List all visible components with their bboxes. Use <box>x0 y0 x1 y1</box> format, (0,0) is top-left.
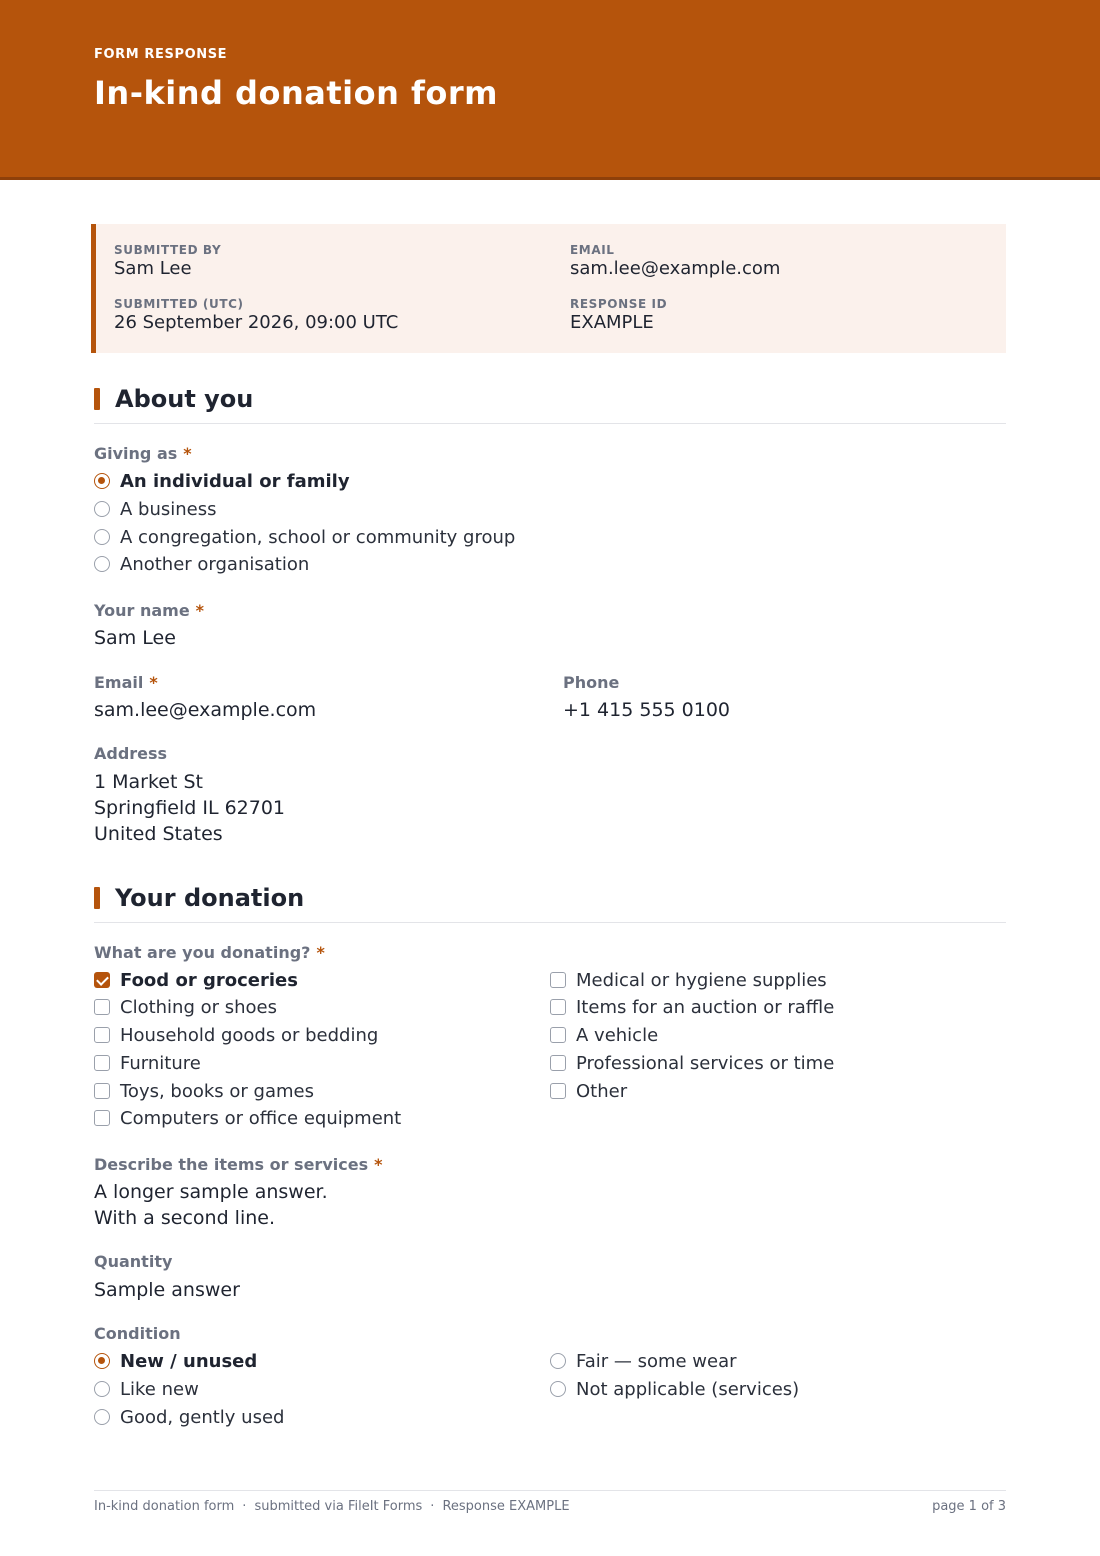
radio-icon <box>550 1353 566 1369</box>
page-title: In-kind donation form <box>94 74 499 112</box>
checkbox-vehicle[interactable] <box>550 1023 658 1047</box>
radio-icon <box>94 1381 110 1397</box>
checkbox-food-groceries[interactable] <box>94 968 298 992</box>
question-email <box>94 673 158 693</box>
radio-option-not-applicable[interactable] <box>550 1377 799 1401</box>
required-marker: * <box>374 1155 383 1174</box>
answer-line: A longer sample answer. <box>94 1181 328 1203</box>
checkbox-icon <box>94 1110 110 1126</box>
section-heading: Your donation <box>115 884 305 912</box>
option-label: Good, gently used <box>120 1406 285 1428</box>
question-label: Describe the items or services <box>94 1155 369 1174</box>
question-label: Quantity <box>94 1252 173 1271</box>
section-heading: About you <box>115 385 254 413</box>
section-accent-bar <box>94 388 100 410</box>
option-label: Household goods or bedding <box>120 1024 379 1046</box>
checkbox-icon <box>550 999 566 1015</box>
option-label: Another organisation <box>120 553 310 575</box>
response-id <box>570 296 667 334</box>
footer-separator: · <box>242 1499 247 1514</box>
checkbox-toys-books-games[interactable] <box>94 1079 314 1103</box>
required-marker: * <box>183 444 192 463</box>
checkbox-medical-hygiene[interactable] <box>550 968 827 992</box>
checkbox-icon <box>550 1027 566 1043</box>
radio-option-community-group[interactable] <box>94 525 515 549</box>
submitted-by-label: SUBMITTED BY <box>114 243 222 257</box>
email-value: sam.lee@example.com <box>570 258 781 279</box>
option-label: A business <box>120 498 217 520</box>
question-label: Your name <box>94 601 190 620</box>
footer-separator: · <box>430 1499 435 1514</box>
answer-describe-items <box>94 1179 328 1231</box>
option-label: A vehicle <box>576 1024 659 1046</box>
option-label: Computers or office equipment <box>120 1107 402 1129</box>
question-address <box>94 744 167 764</box>
option-label: Items for an auction or raffle <box>576 996 835 1018</box>
question-label: Address <box>94 744 168 763</box>
checkbox-professional-services[interactable] <box>550 1051 834 1075</box>
footer-via: submitted via FileIt Forms <box>254 1499 423 1514</box>
option-label: Clothing or shoes <box>120 996 277 1018</box>
checkbox-icon <box>94 1055 110 1071</box>
radio-option-fair-wear[interactable] <box>550 1349 737 1373</box>
checkbox-icon <box>550 1055 566 1071</box>
checkbox-auction-raffle[interactable] <box>550 995 834 1019</box>
required-marker: * <box>195 601 205 620</box>
option-label: Medical or hygiene supplies <box>576 969 827 991</box>
option-label: Other <box>576 1080 628 1102</box>
checkbox-furniture[interactable] <box>94 1051 201 1075</box>
question-giving-as <box>94 444 192 464</box>
option-label: Like new <box>120 1378 199 1400</box>
question-label: Phone <box>563 673 620 692</box>
radio-option-business[interactable] <box>94 497 217 521</box>
checkbox-icon <box>94 1083 110 1099</box>
address-line: Springfield IL 62701 <box>94 797 286 819</box>
radio-icon <box>94 1409 110 1425</box>
question-label: What are you donating? <box>94 943 311 962</box>
answer-quantity: Sample answer <box>94 1279 240 1301</box>
answer-your-name: Sam Lee <box>94 627 176 649</box>
page-footer <box>94 1490 1006 1514</box>
response-id-value: EXAMPLE <box>570 312 654 333</box>
section-about-you <box>94 384 1006 424</box>
checkbox-household-goods[interactable] <box>94 1023 378 1047</box>
radio-option-organisation[interactable] <box>94 552 309 576</box>
checkbox-icon <box>550 972 566 988</box>
submitted-by <box>114 242 221 280</box>
radio-option-individual[interactable] <box>94 469 350 493</box>
option-label: An individual or family <box>120 470 350 492</box>
radio-option-like-new[interactable] <box>94 1377 199 1401</box>
answer-phone: +1 415 555 0100 <box>563 699 731 721</box>
question-your-name <box>94 601 204 621</box>
form-response-kicker: FORM RESPONSE <box>94 47 228 62</box>
option-label: Furniture <box>120 1052 201 1074</box>
required-marker: * <box>149 673 158 692</box>
radio-selected-icon <box>94 473 110 489</box>
footer-response: Response EXAMPLE <box>442 1499 570 1514</box>
submitted-time-label: SUBMITTED (UTC) <box>114 297 244 311</box>
checkbox-other[interactable] <box>550 1079 627 1103</box>
option-label: Not applicable (services) <box>576 1378 800 1400</box>
question-quantity <box>94 1252 172 1272</box>
footer-info <box>94 1499 570 1514</box>
page-number: page 1 of 3 <box>932 1499 1006 1514</box>
checkbox-clothing-shoes[interactable] <box>94 995 277 1019</box>
submission-summary <box>91 224 1006 353</box>
email-label: EMAIL <box>570 243 615 257</box>
checkbox-checked-icon <box>94 972 110 988</box>
checkbox-icon <box>550 1083 566 1099</box>
question-label: Email <box>94 673 144 692</box>
radio-icon <box>94 501 110 517</box>
question-label: Giving as <box>94 444 178 463</box>
checkbox-computers-office[interactable] <box>94 1106 401 1130</box>
option-label: Fair — some wear <box>576 1350 737 1372</box>
answer-email: sam.lee@example.com <box>94 699 317 721</box>
section-accent-bar <box>94 887 100 909</box>
radio-option-good-used[interactable] <box>94 1405 284 1429</box>
option-label: Toys, books or games <box>120 1080 314 1102</box>
submitter-email <box>570 242 780 280</box>
radio-icon <box>550 1381 566 1397</box>
option-label: Professional services or time <box>576 1052 835 1074</box>
option-label: Food or groceries <box>120 969 298 991</box>
address-line: 1 Market St <box>94 771 203 793</box>
header-banner <box>0 0 1100 180</box>
radio-option-new-unused[interactable] <box>94 1349 257 1373</box>
submitted-by-value: Sam Lee <box>114 258 192 279</box>
address-line: United States <box>94 823 223 845</box>
option-label: New / unused <box>120 1350 258 1372</box>
answer-address <box>94 769 285 847</box>
question-label: Condition <box>94 1324 181 1343</box>
question-phone <box>563 673 619 693</box>
question-describe-items <box>94 1155 382 1175</box>
answer-line: With a second line. <box>94 1207 275 1229</box>
section-your-donation <box>94 883 1006 923</box>
footer-form-name: In-kind donation form <box>94 1499 235 1514</box>
radio-selected-icon <box>94 1353 110 1369</box>
question-what-donating <box>94 943 325 963</box>
checkbox-icon <box>94 999 110 1015</box>
submitted-time <box>114 296 398 334</box>
submitted-time-value: 26 September 2026, 09:00 UTC <box>114 312 399 333</box>
radio-icon <box>94 556 110 572</box>
response-id-label: RESPONSE ID <box>570 297 668 311</box>
radio-icon <box>94 529 110 545</box>
checkbox-icon <box>94 1027 110 1043</box>
option-label: A congregation, school or community group <box>120 526 516 548</box>
required-marker: * <box>316 943 325 962</box>
question-condition <box>94 1324 181 1344</box>
